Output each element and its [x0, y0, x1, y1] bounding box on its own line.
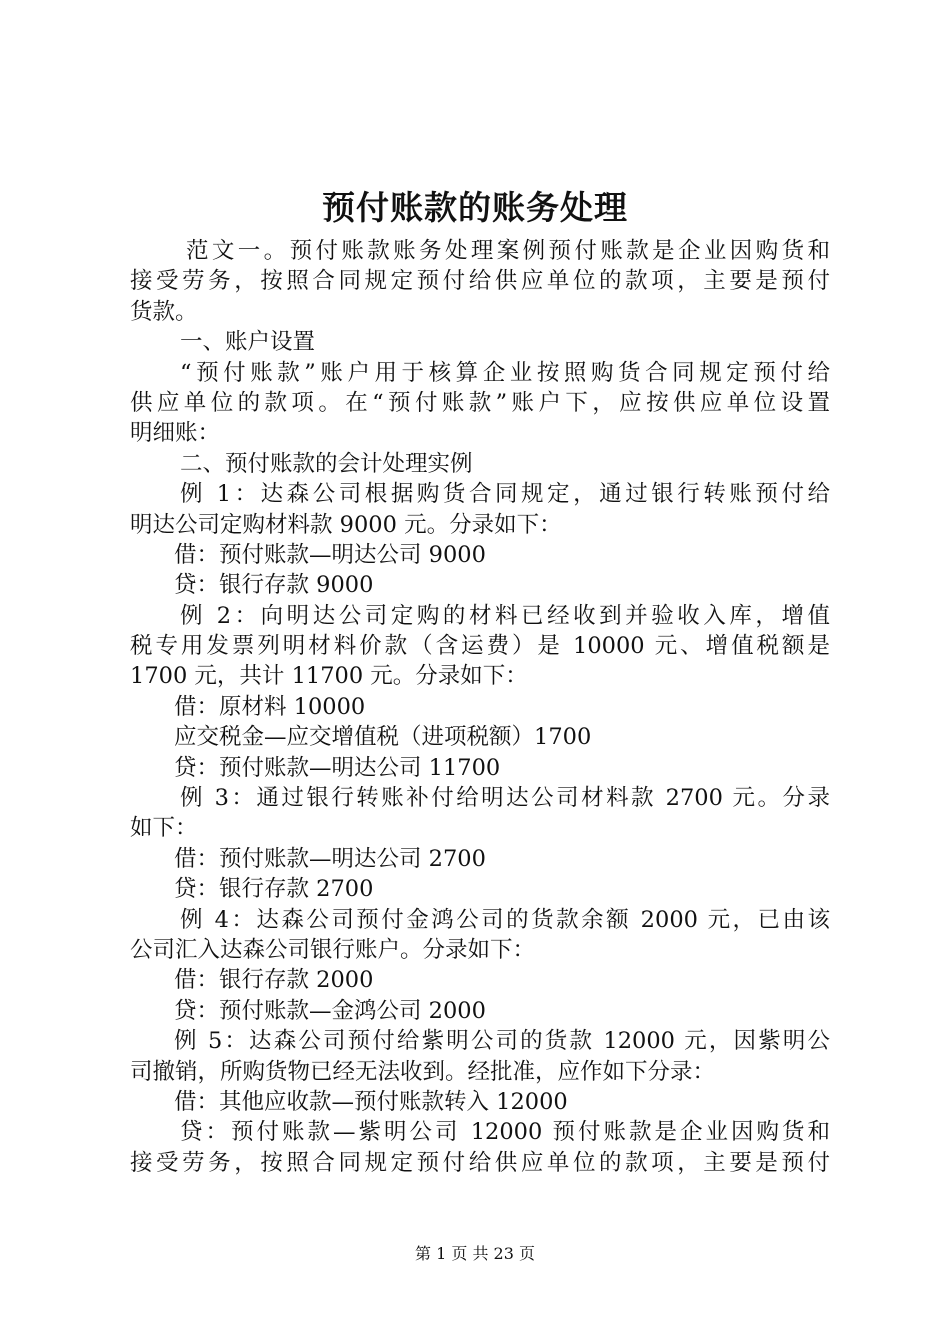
page-footer: 第 1 页 共 23 页 [415, 1244, 535, 1263]
entry-line: 贷：预付账款—明达公司 11700 [174, 754, 501, 781]
entry-line: 借：其他应收款—预付账款转入 12000 [174, 1088, 568, 1115]
text-line: 范文一。预付账款账务处理案例预付账款是企业因购货和 [186, 238, 830, 264]
entry-line: 贷：银行存款 9000 [174, 572, 374, 599]
text-line: 供应单位的款项。在“预付账款”账户下，应按供应单位设置 [130, 389, 830, 416]
text-line: 明细账： [130, 420, 221, 447]
entry-line: 贷：预付账款—紫明公司 12000 预付账款是企业因购货和 [180, 1119, 830, 1146]
section-heading: 一、账户设置 [180, 329, 316, 356]
section-heading: 二、预付账款的会计处理实例 [180, 450, 473, 477]
entry-line: 应交税金—应交增值税（进项税额）1700 [174, 724, 592, 751]
entry-line: 贷：预付账款—金鸿公司 2000 [174, 997, 486, 1024]
text-line: 接受劳务，按照合同规定预付给供应单位的款项，主要是预付 [130, 1149, 830, 1176]
document-body [130, 236, 830, 1178]
text-line: 例 4：达森公司预付金鸿公司的货款余额 2000 元，已由该 [180, 906, 830, 933]
text-line: 1700 元，共计 11700 元。分录如下： [130, 663, 528, 690]
entry-line: 借：原材料 10000 [174, 693, 366, 720]
text-line: 如下： [130, 815, 198, 842]
text-line: 司撤销，所购货物已经无法收到。经批准，应作如下分录： [130, 1058, 716, 1085]
text-line: “预付账款”账户用于核算企业按照购货合同规定预付给 [180, 359, 830, 386]
text-line: 公司汇入达森公司银行账户。分录如下： [130, 936, 536, 963]
entry-line: 贷：银行存款 2700 [174, 876, 374, 903]
entry-line: 借：银行存款 2000 [174, 967, 374, 994]
text-line: 例 5：达森公司预付给紫明公司的货款 12000 元，因紫明公 [174, 1028, 830, 1055]
document-title: 预付账款的账务处理 [322, 188, 628, 227]
entry-line: 借：预付账款—明达公司 2700 [174, 845, 486, 872]
text-line: 接受劳务，按照合同规定预付给供应单位的款项，主要是预付 [130, 268, 830, 295]
text-line: 例 1：达森公司根据购货合同规定，通过银行转账预付给 [180, 481, 830, 508]
text-line: 货款。 [130, 298, 198, 325]
entry-line: 借：预付账款—明达公司 9000 [174, 541, 486, 568]
text-line: 税专用发票列明材料价款（含运费）是 10000 元、增值税额是 [130, 633, 830, 660]
text-line: 例 3：通过银行转账补付给明达公司材料款 2700 元。分录 [180, 785, 830, 812]
text-line: 例 2：向明达公司定购的材料已经收到并验收入库，增值 [180, 602, 830, 629]
text-line: 明达公司定购材料款 9000 元。分录如下： [130, 511, 562, 538]
